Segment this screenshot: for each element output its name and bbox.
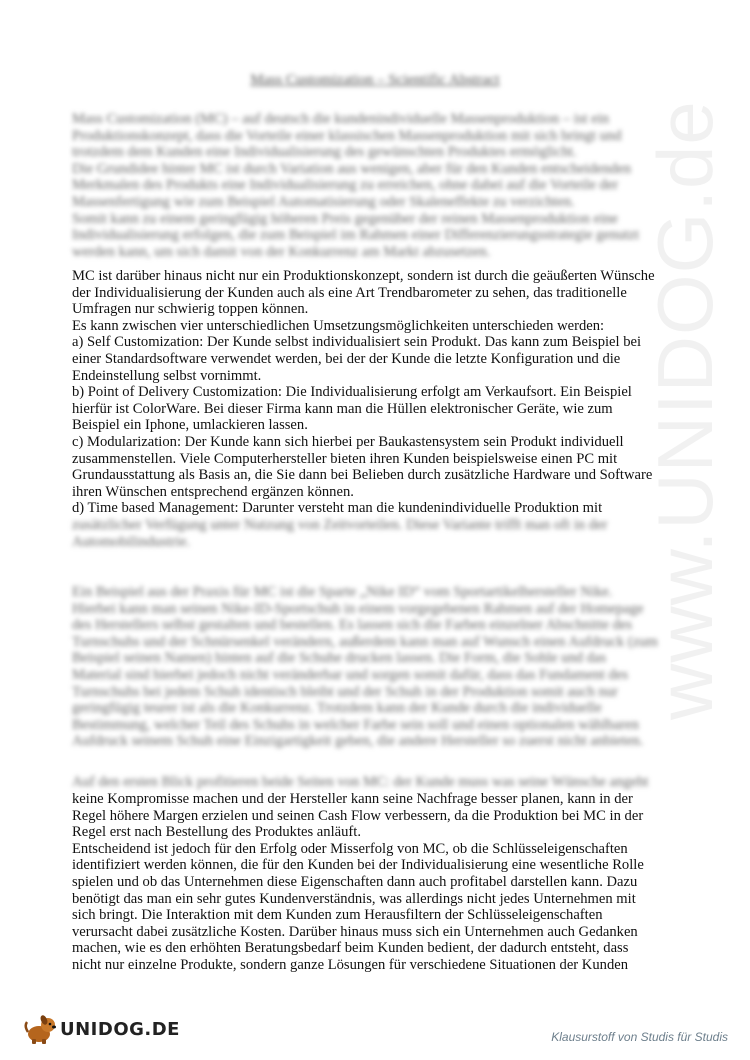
text-line: einer Standardsoftware verwendet werden, bei der der Kunde die letzte Konfiguration und die [72,350,621,367]
text-line: Mass Customization (MC) – auf deutsch die kundenindividuelle Massenproduktion – ist ein [72,111,610,127]
text-line: Bestimmung, welcher Teil des Schuhs in welcher Farbe sein soll und einen optionalen wählbaren [72,716,639,733]
text-line: Massenfertigung wie zum Beispiel Automatisierung oder Skaleneffekte zu verzichten. [72,193,575,210]
logo-text: UNIDOG.DE [60,1018,180,1040]
text-line: Ein Beispiel aus der Praxis für MC ist die Sparte „Nike ID“ vom Sportartikelhersteller Nike. [72,584,613,600]
text-line: werden kann, um sich damit von der Konkurrenz am Markt abzusetzen. [72,243,491,260]
text-line: Auf den ersten Blick profitieren beide Seiten von MC: der Kunde muss was seine Wünsche angeht [72,774,649,790]
text-line: nicht nur einzelne Produkte, sondern ganze Lösungen für verschiedene Situationen der Kunden [72,956,629,973]
footer-tagline: Klausurstoff von Studis für Studis [551,1030,728,1044]
text-line: Automobilindustrie. [72,533,190,550]
text-line: Merkmalen des Produkts eine Individualisierung zu erreichen, ohne dabei auf die Vorteile der [72,177,619,194]
text-line: Produktionskonzept, dass die Vorteile einer klassischen Massenproduktion mit sich bringt und [72,127,622,144]
text-line: benötigt das man ein sehr gutes Kundenverständnis, was allerdings nicht jedes Unternehmen mit [72,890,636,907]
text-line: Regel höhere Margen erzielen und seinen Cash Flow verbessern, da die Produktion bei MC in der [72,807,644,824]
text-line: Grundausstattung als Basis an, die Sie dann bei Belieben durch zusätzliche Hardware und Software [72,467,653,484]
text-line: keine Kompromisse machen und der Hersteller kann seine Nachfrage besser planen, kann in der [72,791,633,807]
text-line: geringfügig teurer ist als die Konkurrenz. Trotzdem kann der Kunde durch die individuelle [72,700,602,717]
text-line: a) Self Customization: Der Kunde selbst individualisiert sein Produkt. Das kann zum Beispiel bei [72,334,642,351]
example-paragraph [72,584,684,750]
unidog-logo [24,1014,180,1044]
text-line: spielen und ob das Unternehmen diese Eigenschaften dann auch profitabel darstellen kann. Dazu [72,873,638,890]
text-line: Beispiel ein Iphone, umlackieren lassen. [72,417,308,434]
text-line: d) Time based Management: Darunter versteht man die kundenindividuelle Produktion mit [72,500,603,517]
text-line: machen, wie es den erhöhten Beratungsbedarf beim Kunden bedient, der dadurch entsteht, dass [72,940,629,957]
text-line: Umfragen nur schwierig toppen können. [72,301,309,318]
text-line: des Herstellers selbst gestalten und bestellen. Es lassen sich die Farben einzelner Abschnitte des [72,617,633,634]
text-line: Aufdruck seinem Schuh eine Einzigartigkeit geben, die andere Hersteller so zuerst nicht anbieten. [72,733,644,750]
dog-mascot-icon [24,1014,58,1044]
text-line: Endeinstellung selbst vornimmt. [72,367,262,384]
text-line: hierfür ist ColorWare. Bei dieser Firma kann man die Hüllen elektronischer Geräte, wie zum [72,400,613,417]
text-line: Material sind hierbei jedoch nicht veränderbar und sorgen somit dafür, dass das Fundament des [72,666,628,683]
text-line: c) Modularization: Der Kunde kann sich hierbei per Baukastensystem sein Produkt individuell [72,433,624,450]
text-line: der Individualisierung der Kunden auch als eine Art Trendbarometer zu sehen, das traditionelle [72,284,627,301]
text-line: Beispiel seinen Namen) hinten auf die Schuhe drucken lassen. Die Form, die Sohle und das [72,650,607,667]
text-line: Hierbei kann man seinen Nike-ID-Sportschuh in einem vorgegebenen Rahmen auf der Homepage [72,600,644,617]
intro-paragraph [72,111,684,260]
text-line: verursacht dabei zusätzliche Kosten. Darüber hinaus muss sich ein Unternehmen auch Gedanken [72,923,638,940]
text-line: Turnschuhs bei jedem Schuh identisch bleibt und der Schuh in der Produktion somit auch nur [72,683,618,700]
closing-paragraph [72,791,684,974]
text-line: identifiziert werden können, die für den Kunden bei der Individualisierung eine wesentliche Rolle [72,857,644,874]
text-line: zusätzlicher Verfügung unter Nutzung von Zeitvorteilen. Diese Variante trifft man oft in der [72,517,608,533]
text-line: sich bringt. Die Interaktion mit dem Kunden zum Herausfiltern der Schlüsseleigenschaften [72,907,603,924]
watermark: www.UNIDOG.de [641,100,729,720]
body-paragraph-1-tail [72,517,684,550]
text-line: Somit kann zu einem geringfügig höheren Preis gegenüber der reinen Massenproduktion eine [72,210,618,227]
text-line: Entscheidend ist jedoch für den Erfolg oder Misserfolg von MC, ob die Schlüsseleigenschaften [72,840,628,857]
text-line: Es kann zwischen vier unterschiedlichen Umsetzungsmöglichkeiten unterschieden werden: [72,317,605,334]
body-paragraph-1 [72,268,684,517]
text-line: b) Point of Delivery Customization: Die Individualisierung erfolgt am Verkaufsort. Ein Beispiel [72,384,632,401]
text-line: zusammenstellen. Viele Computerhersteller bieten ihren Kunden beispielsweise einen PC mit [72,450,618,467]
text-line: Regel erst nach Bestellung des Produktes anläuft. [72,824,361,841]
text-line: MC ist darüber hinaus nicht nur ein Produktionskonzept, sondern ist durch die geäußerten Wünsche [72,268,655,284]
text-line: trotzdem dem Kunden eine Individualisierung des gewünschten Produktes ermöglicht. [72,144,577,161]
text-line: ihren Wünschen entsprechend ergänzen können. [72,483,354,500]
closing-paragraph-head [72,774,684,791]
document-title: Mass Customization – Scientific Abstract [250,72,500,88]
text-line: Individualisierung erfolgen, die zum Beispiel im Rahmen einer Differenzierungsstrategie genutzt [72,227,640,244]
text-line: Die Grundidee hinter MC ist durch Variation aus wenigen, aber für den Kunden entscheidenden [72,160,631,177]
text-line: Turnschuhs und der Schnürsenkel verändern, außerdem kann man auf Wunsch einen Aufdruck (zum [72,633,658,650]
